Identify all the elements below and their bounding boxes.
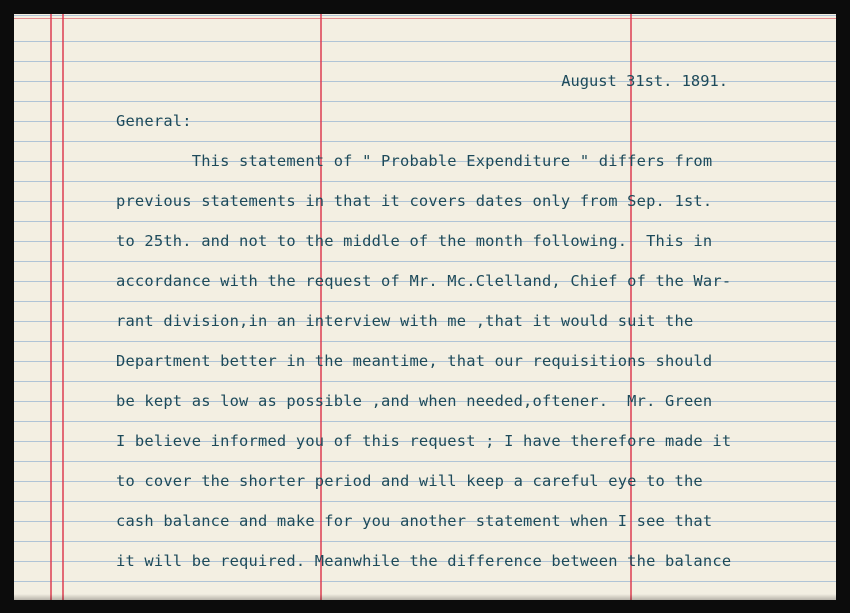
body-line: accordance with the request of Mr. Mc.Clelland, Chief of the War- — [116, 272, 732, 290]
body-line: it will be required. Meanwhile the difference between the balance — [116, 552, 732, 570]
body-line: This statement of " Probable Expenditure " differs from — [116, 152, 713, 170]
body-line: to 25th. and not to the middle of the month following. This in — [116, 232, 713, 250]
body-line: to cover the shorter period and will keep a careful eye to the — [116, 472, 703, 490]
left-margin-line-inner — [62, 14, 64, 600]
body-line: rant division,in an interview with me ,that it would suit the — [116, 312, 694, 330]
letter-page — [14, 14, 836, 600]
page-bottom-edge — [14, 594, 836, 600]
body-line: Department better in the meantime, that our requisitions should — [116, 352, 713, 370]
salutation: General: — [116, 112, 192, 130]
body-line: be kept as low as possible ,and when needed,oftener. Mr. Green — [116, 392, 713, 410]
body-line: I believe informed you of this request ; I have therefore made it — [116, 432, 732, 450]
left-margin-line — [50, 14, 52, 600]
body-line: previous statements in that it covers dates only from Sep. 1st. — [116, 192, 713, 210]
letter-date: August 31st. 1891. — [561, 72, 728, 90]
top-margin-line — [14, 18, 836, 19]
body-line: cash balance and make for you another statement when I see that — [116, 512, 713, 530]
